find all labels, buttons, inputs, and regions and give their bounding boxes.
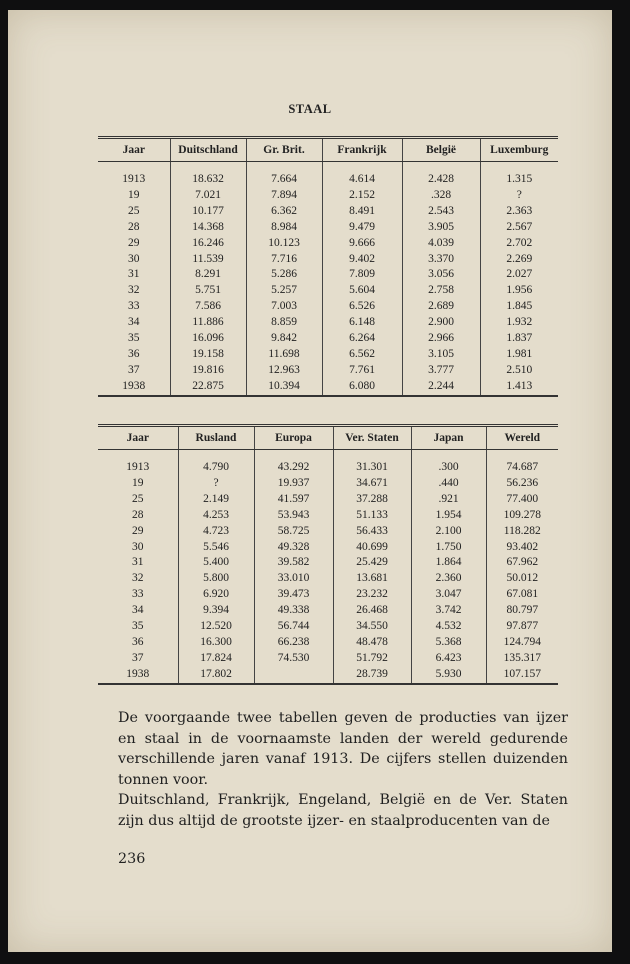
table-cell: 10.123 [246, 236, 322, 252]
table-row [98, 524, 558, 540]
table-cell: 109.278 [486, 508, 558, 524]
table-cell: 37 [128, 363, 140, 376]
table-cell: 1.981 [480, 347, 558, 363]
table-row [98, 363, 558, 379]
table-header-row [98, 426, 558, 450]
table-cell: 51.792 [333, 651, 411, 667]
table-cell: 28.739 [333, 667, 411, 684]
table-cell: 26.468 [333, 603, 411, 619]
table-row [98, 379, 558, 396]
table-cell: 17.824 [178, 651, 254, 667]
column-header: Luxemburg [480, 138, 558, 162]
table-cell: 1.845 [480, 299, 558, 315]
table-cell: ? [178, 476, 254, 492]
table-cell: 5.800 [178, 571, 254, 587]
table-cell: 29 [128, 236, 140, 249]
table-title: STAAL [288, 102, 332, 116]
column-header: Rusland [178, 426, 254, 450]
table-cell: 19.158 [170, 347, 246, 363]
table-row [98, 267, 558, 283]
page-number: 236 [118, 851, 146, 867]
table-cell: 2.543 [402, 204, 480, 220]
table-cell: 5.368 [411, 635, 486, 651]
table-cell: 12.520 [178, 619, 254, 635]
table-cell: 93.402 [486, 540, 558, 556]
table-cell: 7.894 [246, 188, 322, 204]
table-cell: 49.338 [254, 603, 333, 619]
table-cell: 6.920 [178, 587, 254, 603]
table-cell: 19.816 [170, 363, 246, 379]
table-cell: 2.363 [480, 204, 558, 220]
table-cell: 28 [128, 220, 140, 233]
table-cell: 2.758 [402, 283, 480, 299]
column-header: Jaar [98, 426, 178, 450]
book-page [8, 10, 612, 952]
table-cell: 11.539 [170, 252, 246, 268]
table-cell: 25 [128, 204, 140, 217]
table-cell: 107.157 [486, 667, 558, 684]
table-cell: 66.238 [254, 635, 333, 651]
body-paragraph: Duitschland, Frankrijk, Engeland, België en de Ver. Staten zijn dus altijd de grootste ijzer- en staalproducenten van de [118, 792, 568, 829]
table-cell: 29 [132, 524, 144, 537]
table-cell: 2.510 [480, 363, 558, 379]
table-cell: 1938 [98, 667, 178, 684]
table-cell: 16.096 [170, 331, 246, 347]
table-cell: 51.133 [333, 508, 411, 524]
table-cell: .921 [411, 492, 486, 508]
table-cell: 2.100 [411, 524, 486, 540]
table-cell: 49.328 [254, 540, 333, 556]
table-cell: 1938 [98, 379, 170, 396]
table-cell: 19 [128, 188, 140, 201]
table-cell: 36 [128, 347, 140, 360]
table-cell: 124.794 [486, 635, 558, 651]
table-cell: 48.478 [333, 635, 411, 651]
table-cell: 7.716 [246, 252, 322, 268]
table-cell: 14.368 [170, 220, 246, 236]
table-row [98, 252, 558, 268]
table-cell: 43.292 [254, 450, 333, 476]
table-row [98, 220, 558, 236]
table-cell: 6.148 [322, 315, 402, 331]
table-cell: 25 [132, 492, 144, 505]
table-cell: 5.930 [411, 667, 486, 684]
table-cell: 9.479 [322, 220, 402, 236]
table-cell: 1.956 [480, 283, 558, 299]
table-cell: 2.567 [480, 220, 558, 236]
table-cell: 35 [128, 332, 140, 345]
table-cell: 7.021 [170, 188, 246, 204]
table-cell: 16.246 [170, 236, 246, 252]
table-cell: 10.177 [170, 204, 246, 220]
table-cell: 31.301 [333, 450, 411, 476]
table-cell: 7.761 [322, 363, 402, 379]
table-cell [254, 667, 333, 684]
table-cell: 135.317 [486, 651, 558, 667]
table-cell: 4.039 [402, 236, 480, 252]
table-cell: 1.932 [480, 315, 558, 331]
table-cell: 8.491 [322, 204, 402, 220]
table-cell: 8.984 [246, 220, 322, 236]
column-header: Europa [254, 426, 333, 450]
table-cell: .300 [411, 450, 486, 476]
column-header: Duitschland [170, 138, 246, 162]
table-row [98, 476, 558, 492]
table-cell: 2.428 [402, 162, 480, 188]
table-cell: 56.236 [486, 476, 558, 492]
table-row [98, 651, 558, 667]
table-cell: 12.963 [246, 363, 322, 379]
table-cell: 56.433 [333, 524, 411, 540]
table-cell: 33 [128, 300, 140, 313]
table-cell: 34 [132, 604, 144, 617]
table-cell: 11.886 [170, 315, 246, 331]
column-header: Jaar [98, 138, 170, 162]
table-cell: 1913 [122, 173, 146, 185]
table-cell: 1.837 [480, 331, 558, 347]
column-header: Wereld [486, 426, 558, 450]
table-cell: 34 [128, 316, 140, 329]
table-cell: 6.423 [411, 651, 486, 667]
table-row [98, 603, 558, 619]
table-cell: 31 [132, 556, 144, 569]
table-cell: 11.698 [246, 347, 322, 363]
table-row [98, 555, 558, 571]
table-cell: 22.875 [170, 379, 246, 396]
table-cell: 28 [132, 508, 144, 521]
table-cell: .328 [402, 188, 480, 204]
table-cell: 3.105 [402, 347, 480, 363]
table-cell: 3.370 [402, 252, 480, 268]
table-cell: 17.802 [178, 667, 254, 684]
table-cell: 80.797 [486, 603, 558, 619]
table-cell: 3.905 [402, 220, 480, 236]
table-row [98, 315, 558, 331]
table-cell: 1.864 [411, 555, 486, 571]
table-cell: 7.003 [246, 299, 322, 315]
table-cell: 2.244 [402, 379, 480, 396]
table-cell: 1913 [126, 461, 150, 473]
table-cell: 33 [132, 588, 144, 601]
table-row [98, 204, 558, 220]
table-cell: ? [480, 188, 558, 204]
table-cell: 7.586 [170, 299, 246, 315]
table-cell: 2.027 [480, 267, 558, 283]
table-cell: 77.400 [486, 492, 558, 508]
table-cell: 13.681 [333, 571, 411, 587]
table-row [98, 587, 558, 603]
table-cell: 5.257 [246, 283, 322, 299]
table-cell: 7.664 [246, 162, 322, 188]
table-row [98, 619, 558, 635]
column-header: Frankrijk [322, 138, 402, 162]
table-cell: 5.400 [178, 555, 254, 571]
table-cell: 53.943 [254, 508, 333, 524]
table-cell: 58.725 [254, 524, 333, 540]
table-cell: 16.300 [178, 635, 254, 651]
table-cell: 32 [132, 572, 144, 585]
table-cell: 30 [132, 540, 144, 553]
column-header: Japan [411, 426, 486, 450]
table-cell: 1.413 [480, 379, 558, 396]
table-cell: 6.562 [322, 347, 402, 363]
table-cell: 30 [128, 252, 140, 265]
table-cell: 5.286 [246, 267, 322, 283]
table-cell: 3.777 [402, 363, 480, 379]
table-cell: 118.282 [486, 524, 558, 540]
table-cell: 25.429 [333, 555, 411, 571]
table-row [98, 508, 558, 524]
table-cell: 3.047 [411, 587, 486, 603]
table-cell: 1.750 [411, 540, 486, 556]
table-row [98, 188, 558, 204]
table-cell: 3.056 [402, 267, 480, 283]
table-cell: 2.900 [402, 315, 480, 331]
table-cell: 8.859 [246, 315, 322, 331]
table-cell: 39.582 [254, 555, 333, 571]
table-cell: 8.291 [170, 267, 246, 283]
table-row [98, 450, 558, 476]
table-cell: .440 [411, 476, 486, 492]
table-cell: 10.394 [246, 379, 322, 396]
table-cell: 4.790 [178, 450, 254, 476]
table-cell: 6.362 [246, 204, 322, 220]
table-cell: 7.809 [322, 267, 402, 283]
table-cell: 36 [132, 635, 144, 648]
column-header: Gr. Brit. [246, 138, 322, 162]
table-cell: 31 [128, 268, 140, 281]
table-cell: 39.473 [254, 587, 333, 603]
table-cell: 4.723 [178, 524, 254, 540]
table-cell: 32 [128, 284, 140, 297]
table-cell: 23.232 [333, 587, 411, 603]
table-cell: 9.402 [322, 252, 402, 268]
table-cell: 2.149 [178, 492, 254, 508]
table-cell: 3.742 [411, 603, 486, 619]
table-cell: 2.152 [322, 188, 402, 204]
table-cell: 67.081 [486, 587, 558, 603]
table-cell: 97.877 [486, 619, 558, 635]
steel-table-2 [98, 424, 558, 685]
table-cell: 5.604 [322, 283, 402, 299]
table-cell: 6.526 [322, 299, 402, 315]
table-cell: 6.264 [322, 331, 402, 347]
column-header: Ver. Staten [333, 426, 411, 450]
table-cell: 4.614 [322, 162, 402, 188]
table-cell: 67.962 [486, 555, 558, 571]
table-row [98, 283, 558, 299]
table-cell: 37.288 [333, 492, 411, 508]
table-row [98, 571, 558, 587]
table-cell: 37 [132, 651, 144, 664]
table-cell: 33.010 [254, 571, 333, 587]
table-row [98, 540, 558, 556]
table-cell: 4.253 [178, 508, 254, 524]
table-cell: 5.751 [170, 283, 246, 299]
steel-table-1 [98, 136, 558, 397]
table-header-row [98, 138, 558, 162]
table-row [98, 667, 558, 684]
table-cell: 2.702 [480, 236, 558, 252]
table-cell: 19.937 [254, 476, 333, 492]
table-cell: 74.687 [486, 450, 558, 476]
table-cell: 40.699 [333, 540, 411, 556]
table-cell: 9.666 [322, 236, 402, 252]
table-cell: 1.315 [480, 162, 558, 188]
table-cell: 74.530 [254, 651, 333, 667]
table-cell: 56.744 [254, 619, 333, 635]
table-cell: 9.394 [178, 603, 254, 619]
table-cell: 6.080 [322, 379, 402, 396]
table-row [98, 299, 558, 315]
table-cell: 5.546 [178, 540, 254, 556]
table-row [98, 162, 558, 188]
table-cell: 35 [132, 620, 144, 633]
table-cell: 2.269 [480, 252, 558, 268]
table-cell: 34.671 [333, 476, 411, 492]
table-cell: 50.012 [486, 571, 558, 587]
table-row [98, 236, 558, 252]
table-cell: 2.360 [411, 571, 486, 587]
body-paragraph: De voorgaande twee tabellen geven de producties van ijzer en staal in de voornaamste landen der wereld gedurende verschillende jaren vanaf 1913. De cijfers stellen duizenden tonnen voor. [118, 710, 568, 788]
table-cell: 19 [132, 476, 144, 489]
table-row [98, 347, 558, 363]
table-cell: 9.842 [246, 331, 322, 347]
table-cell: 2.689 [402, 299, 480, 315]
table-cell: 2.966 [402, 331, 480, 347]
table-cell: 1.954 [411, 508, 486, 524]
table-row [98, 492, 558, 508]
table-cell: 18.632 [170, 162, 246, 188]
table-cell: 4.532 [411, 619, 486, 635]
table-row [98, 635, 558, 651]
table-cell: 34.550 [333, 619, 411, 635]
table-cell: 41.597 [254, 492, 333, 508]
column-header: België [402, 138, 480, 162]
table-row [98, 331, 558, 347]
